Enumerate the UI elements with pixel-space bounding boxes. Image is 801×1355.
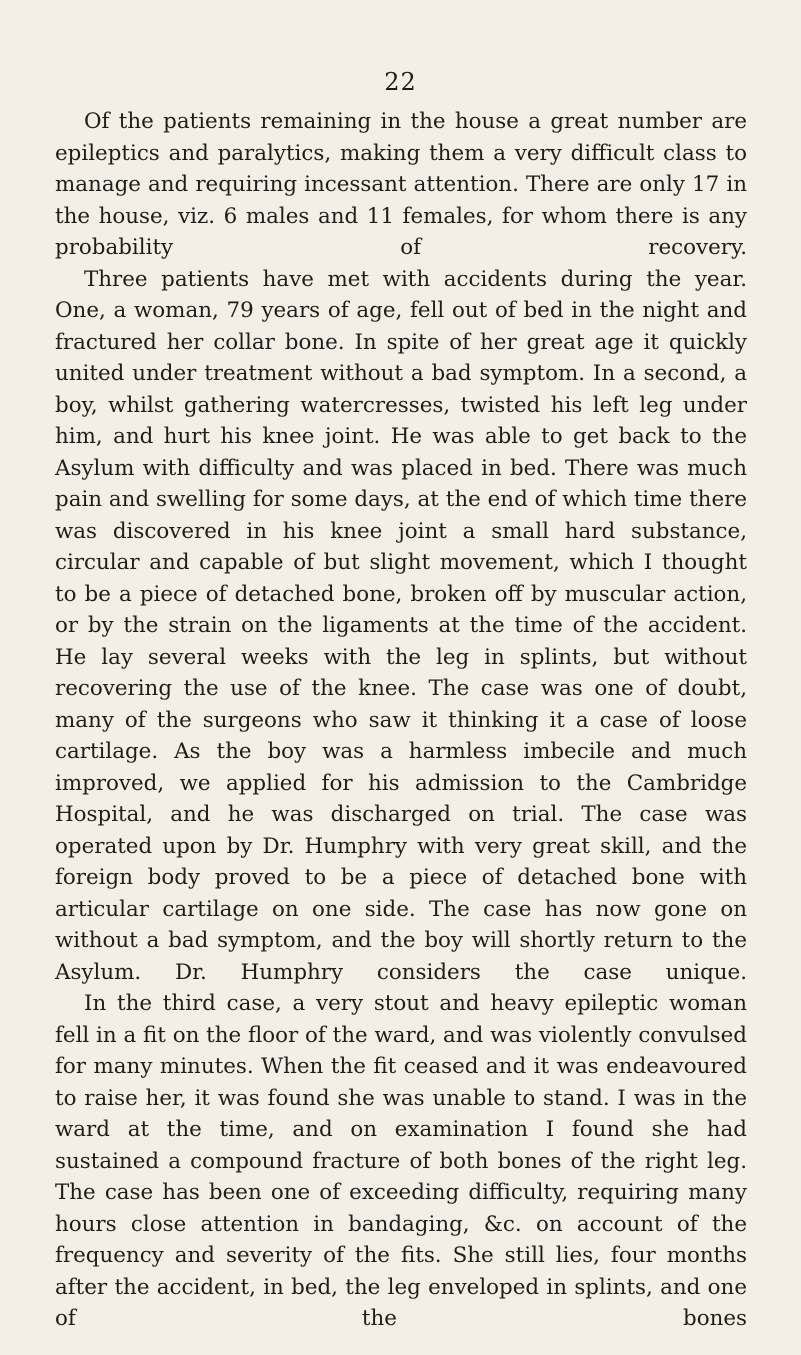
page-number: 22	[384, 68, 417, 96]
paragraph-3: In the third case, a very stout and heavy epileptic woman fell in a fit on the floor of the ward, and was violently convulsed for many minutes. When the fit ceased and it was endeavoured to raise her, it was found she was unable to stand. I was in the ward at the time, and on examination I found she had sustained a compound fracture of both bones of the right leg. The case has been one of exceeding difficulty, requiring many hours close attention in bandaging, &c. on account of the frequency and severity of the fits. She still lies, four months after the accident, in bed, the leg enveloped in splints, and one of the bones	[55, 991, 747, 1331]
paragraph-1: Of the patients remaining in the house a great number are epileptics and paralytics, making them a very difficult class to manage and requiring incessant attention. There are only 17 in the house, viz. 6 males and 11 females, for whom there is any probability of recovery.	[55, 109, 747, 260]
body-text	[55, 106, 747, 1335]
paragraph-2: Three patients have met with accidents during the year. One, a woman, 79 years of age, fell out of bed in the night and fractured her collar bone. In spite of her great age it quickly united under treatment without a bad symptom. In a second, a boy, whilst gathering watercresses, twisted his left leg under him, and hurt his knee joint. He was able to get back to the Asylum with difficulty and was placed in bed. There was much pain and swelling for some days, at the end of which time there was discovered in his knee joint a small hard substance, circular and capable of but slight movement, which I thought to be a piece of detached bone, broken off by muscular action, or by the strain on the ligaments at the time of the accident. He lay several weeks with the leg in splints, but without recovering the use of the knee. The case was one of doubt, many of the surgeons who saw it thinking it a case of loose cartilage. As the boy was a harmless imbecile and much improved, we applied for his admission to the Cambridge Hospital, and he was discharged on trial. The case was operated upon by Dr. Humphry with very great skill, and the foreign body proved to be a piece of detached bone with articular cartilage on one side. The case has now gone on without a bad symptom, and the boy will shortly return to the Asylum. Dr. Humphry considers the case unique.	[55, 266, 747, 985]
